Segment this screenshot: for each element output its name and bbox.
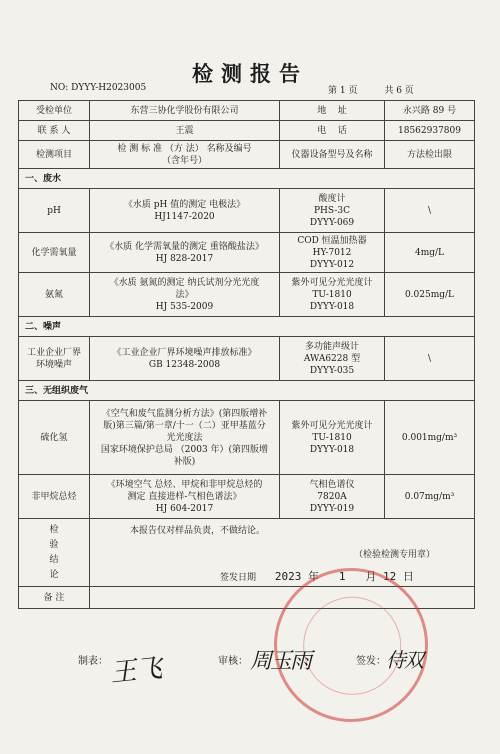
contact-label: 联 系 人 [19,121,90,141]
approver-label: 签发： [356,656,386,667]
col-header-device: 仪器设备型号及名称 [280,141,385,169]
row-nmhc-limit: 0.07mg/m³ [385,475,475,519]
section-water: 一、废水 [19,169,475,189]
issue-date-label: 签发日期 [220,573,257,583]
reviewer-signature: 周玉雨 [250,649,311,674]
row-nh3-standard: 《水质 氨氮的测定 纳氏试剂分光光度 法》 HJ 535-2009 [90,273,280,317]
drafter-signature: 王飞 [108,653,164,689]
col-header-item: 检测项目 [19,141,90,169]
row-noise-device: 多功能声级计 AWA6228 型 DYYY-035 [280,337,385,381]
report-table [18,100,475,609]
row-h2s-device: 紫外可见分光光度计 TU-1810 DYYY-018 [280,401,385,475]
row-ph-item: pH [19,189,90,233]
row-ph-standard: 《水质 pH 值的测定 电极法》 HJ1147-2020 [90,189,280,233]
row-nh3-limit: 0.025mg/L [385,273,475,317]
row-h2s-limit: 0.001mg/m³ [385,401,475,475]
phone-label: 电 话 [280,121,385,141]
conclusion-text: 本报告仅对样品负责，不做结论。 [130,526,266,536]
row-ph-device: 酸度计 PHS-3C DYYY-069 [280,189,385,233]
row-h2s-standard: 《空气和废气监测分析方法》(第四版增补 版)第三篇/第一章/十一（二）亚甲基蓝分 光光度法 国家环境保护总局 （2003 年）(第四版增 补版) [90,401,280,475]
row-nmhc-standard: 《环境空气 总烃、甲烷和非甲烷总烃的 测定 直接进样-气相色谱法》 HJ 604-2017 [90,475,280,519]
phone-value: 18562937809 [385,121,475,141]
row-nmhc-device: 气相色谱仪 7820A DYYY-019 [280,475,385,519]
conclusion-cell [90,519,475,587]
page-total: 共 6 页 [384,86,414,96]
page-current: 第 1 页 [328,86,358,96]
address-value: 永兴路 89 号 [385,101,475,121]
row-nmhc-item: 非甲烷总烃 [19,475,90,519]
row-noise-limit: \ [385,337,475,381]
row-cod-item: 化学需氧量 [19,233,90,273]
row-nh3-item: 氨氮 [19,273,90,317]
section-gas: 三、无组织废气 [19,381,475,401]
remark-label: 备 注 [19,587,90,609]
row-noise-standard: 《工业企业厂界环境噪声排放标准》 GB 12348-2008 [90,337,280,381]
row-cod-limit: 4mg/L [385,233,475,273]
col-header-limit: 方法检出限 [385,141,475,169]
conclusion-label: 检 验 结 论 [19,519,90,587]
section-noise: 二、噪声 [19,317,475,337]
unit-label: 受检单位 [19,101,90,121]
address-label: 地 址 [280,101,385,121]
report-title: 检测报告 [192,61,308,86]
row-noise-item: 工业企业厂界 环境噪声 [19,337,90,381]
row-cod-standard: 《水质 化学需氧量的测定 重铬酸盐法》 HJ 828-2017 [90,233,280,273]
col-header-standard: 检 测 标 准 （方 法） 名称及编号 （含年号） [90,141,280,169]
report-number: NO: DYYY-H2023005 [50,83,147,93]
row-h2s-item: 硫化氢 [19,401,90,475]
reviewer-label: 审核： [218,656,248,667]
row-cod-device: COD 恒温加热器 HY-7012 DYYY-012 [280,233,385,273]
issue-date-value: 2023 年 1 月 12 日 [274,570,414,583]
page-indicator [322,83,414,96]
contact-value: 王震 [90,121,280,141]
row-ph-limit: \ [385,189,475,233]
drafter-label: 制表： [78,656,108,667]
approver-signature: 侍双 [386,648,422,672]
seal-note: （检验检测专用章） [354,550,436,560]
row-nh3-device: 紫外可见分光光度计 TU-1810 DYYY-018 [280,273,385,317]
unit-value: 东营三协化学股份有限公司 [90,101,280,121]
